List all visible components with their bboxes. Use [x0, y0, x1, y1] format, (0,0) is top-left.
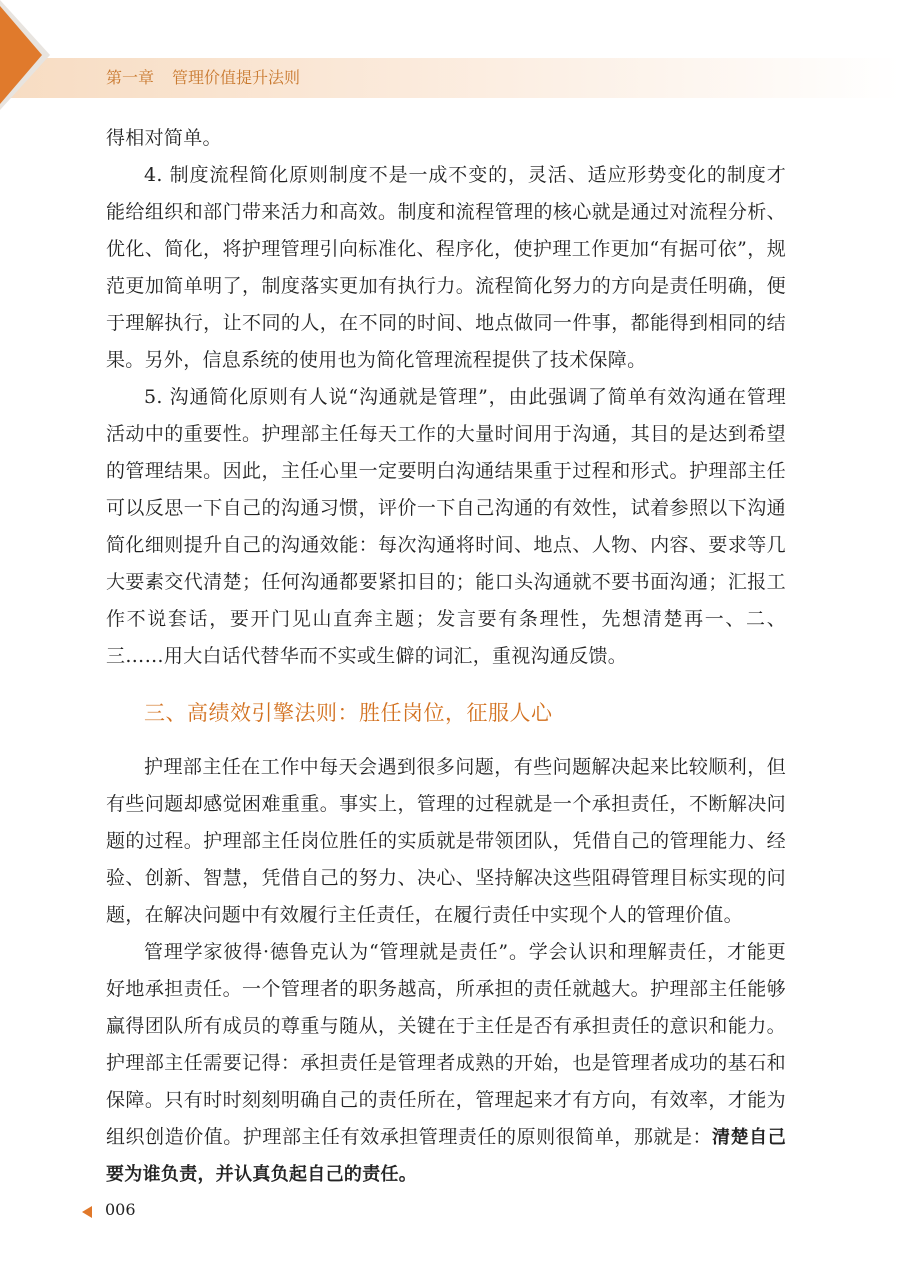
paragraph-competence: 护理部主任在工作中每天会遇到很多问题，有些问题解决起来比较顺利，但有些问题却感觉困难重重。事实上，管理的过程就是一个承担责任，不断解决问题的过程。护理部主任岗位胜任的实质就是带领团队，凭借自己的管理能力、经验、创新、智慧，凭借自己的努力、决心、坚持解决这些阻碍管理目标实现的问题，在解决问题中有效履行主任责任，在履行责任中实现个人的管理价值。 — [106, 756, 786, 926]
section-heading: 三、高绩效引擎法则：胜任岗位，征服人心 — [144, 701, 553, 725]
chapter-title: 管理价值提升法则 — [172, 68, 301, 87]
paragraph-communication-simplification — [106, 379, 786, 675]
emphasis-text: 清楚自己要为谁负责，并认真负起自己的责任。 — [106, 1127, 786, 1185]
chapter-number: 第一章 — [106, 68, 155, 87]
paragraph-process-simplification — [106, 157, 786, 379]
paragraph-continuation: 得相对简单。 — [106, 127, 222, 149]
item-label: 4. 制度流程简化原则 — [144, 164, 329, 186]
running-header — [106, 64, 300, 92]
page-number: 006 — [105, 1200, 136, 1219]
page-marker-icon — [82, 1206, 92, 1218]
chapter-tab-icon — [0, 0, 60, 110]
page-body — [106, 120, 786, 1193]
paragraph-text: 管理学家彼得·德鲁克认为“管理就是责任”。学会认识和理解责任，才能更好地承担责任。一个管理者的职务越高，所承担的责任就越大。护理部主任能够赢得团队所有成员的尊重与随从，关键在于主任是否有承担责任的意识和能力。护理部主任需要记得：承担责任是管理者成熟的开始，也是管理者成功的基石和保障。只有时时刻刻明确自己的责任所在，管理起来才有方向，有效率，才能为组织创造价值。护理部主任有效承担管理责任的原则很简单，那就是： — [106, 941, 786, 1148]
item-label: 5. 沟通简化原则 — [144, 386, 289, 408]
item-body: 制度不是一成不变的，灵活、适应形势变化的制度才能给组织和部门带来活力和高效。制度和流程管理的核心就是通过对流程分析、优化、简化，将护理管理引向标准化、程序化，使护理工作更加“有据可依”，规范更加简单明了，制度落实更加有执行力。流程简化努力的方向是责任明确，便于理解执行，让不同的人，在不同的时间、地点做同一件事，都能得到相同的结果。另外，信息系统的使用也为简化管理流程提供了技术保障。 — [106, 164, 787, 371]
paragraph-responsibility — [106, 934, 786, 1193]
item-body: 有人说“沟通就是管理”，由此强调了简单有效沟通在管理活动中的重要性。护理部主任每天工作的大量时间用于沟通，其目的是达到希望的管理结果。因此，主任心里一定要明白沟通结果重于过程和形式。护理部主任可以反思一下自己的沟通习惯，评价一下自己沟通的有效性，试着参照以下沟通简化细则提升自己的沟通效能：每次沟通将时间、地点、人物、内容、要求等几大要素交代清楚；任何沟通都要紧扣目的；能口头沟通就不要书面沟通；汇报工作不说套话，要开门见山直奔主题；发言要有条理性，先想清楚再一、二、三……用大白话代替华而不实或生僻的词汇，重视沟通反馈。 — [106, 386, 787, 667]
